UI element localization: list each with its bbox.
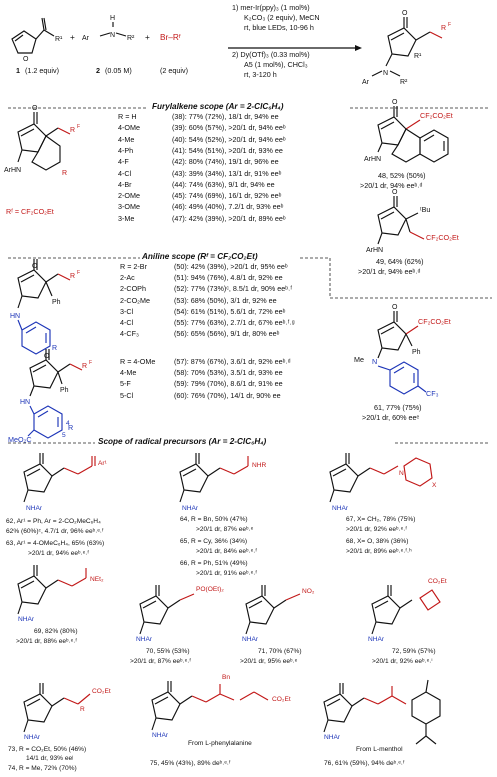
substituent-label: 4-Me [120,368,137,378]
result-text: (58): 70% (53%), 3.5/1 dr, 93% ee [174,368,283,378]
c49-line-1: 49, 64% (62%) [376,257,424,266]
reagent-2-structure [82,15,135,42]
radical-scope-header: Scope of radical precursors (Ar = 2-ClC₆H₄) [98,437,267,446]
svg-text:F: F [77,270,81,276]
svg-text:R: R [52,345,58,352]
c69-line-1: 69, 82% (80%) [34,628,78,635]
ring-position-5: 5 [62,432,66,439]
substituent-label: 4-Br [118,179,132,189]
result-text: (50): 42% (39%), >20/1 dr, 95% eeᵇ [174,262,288,271]
aniline-core-a-structure [10,259,80,354]
condition-1-line-1: 1) mer-Ir(ppy)₃ (1 mol%) [232,3,310,12]
c73-line-1: 73, R = CO₂Et, 50% (46%) [8,746,87,753]
condition-2-line-1: 2) Dy(OTf)₃ (0.33 mol%) [232,50,310,59]
svg-text:H: H [110,15,116,22]
result-text: (60): 76% (70%), 14/1 dr, 90% ee [174,390,281,400]
svg-text:HN: HN [20,399,31,406]
substituent-label: 4-Me [118,134,135,144]
svg-text:R: R [62,170,68,177]
svg-text:F: F [448,22,452,28]
c70-line-2: >20/1 dr, 87% eeᵇ˒ᵉ˒ᶠ [130,658,191,665]
c67-line-1: 67, X= CH₂, 78% (75%) [346,516,416,523]
c65-line-1: 65, R = Cy, 36% (34%) [180,538,248,545]
c48-cf2co2et: CF₂CO₂Et [420,111,453,120]
svg-text:F: F [89,360,93,366]
c62-line-1: 62, Ar¹ = Ph, Ar = 2-CO₂MeC₆H₄ [6,518,101,525]
c70-po: PO(OEt)₂ [196,586,224,593]
c73-line-2: 14/1 dr, 93% eeʲ [26,755,74,762]
svg-text:O: O [32,263,38,270]
svg-text:R: R [70,127,76,134]
c74-line-1: 74, R = Me, 72% (70%) [8,765,77,772]
result-text: (47): 42% (39%), >20/1 dr, 89% eeᵇ [172,213,286,223]
svg-text:O: O [32,105,38,112]
c75-nhar: NHAr [152,732,169,739]
svg-text:Ph: Ph [52,299,61,306]
result-text: (46): 49% (40%), 7.2/1 dr, 93% eeᵇ [172,202,284,212]
svg-text:ArHN: ArHN [366,247,384,254]
condition-2-line-3: rt, 3-120 h [244,70,277,79]
reagent-2-equiv: (0.05 M) [105,66,132,75]
reagent-1-equiv: (1.2 equiv) [25,66,59,75]
c61-line-2: >20/1 dr, 60% eeᵉ [362,413,420,422]
ester-group-label: MeO₂C [8,435,32,444]
c63-line-2: >20/1 dr, 94% eeᵇ˒ᵉ˒ᶠ [28,550,89,557]
substituent-label: 2-Ac [120,273,135,283]
c68-line-1: 68, X= O, 38% (36%) [346,538,409,545]
substituent-label: R = H [118,112,137,121]
ring-substituent-r: R [68,423,74,432]
aniline-core-b-structure [20,349,92,438]
svg-text:R: R [70,273,76,280]
svg-text:O: O [44,353,50,360]
furylalkene-scope-header: Furylalkene scope (Ar = 2-ClC₆H₄) [152,102,284,111]
c62-line-2: 62% (60%)ᶜ, 4.7/1 dr, 96% eeᵇ˒ᵉ˒ᶠ [6,528,104,535]
svg-text:O: O [392,189,398,196]
result-text: (51): 94% (76%), 4.8/1 dr, 92% ee [174,273,283,283]
product-structure [362,10,451,86]
svg-text:Ar: Ar [362,79,369,86]
svg-text:ArHN: ArHN [4,167,22,174]
svg-text:O: O [392,99,398,106]
c72-line-2: >20/1 dr, 92% eeᵇ˒ᵉ˒ⁱ [372,658,433,665]
ring-position-4: 4 [66,420,70,427]
svg-text:N: N [110,32,116,39]
c70-line-1: 70, 55% (53%) [146,648,190,655]
svg-text:O: O [23,56,29,63]
result-text: (54): 61% (51%), 5.6/1 dr, 72% eeᵇ [174,306,286,316]
substituent-label: 4-CF₃ [120,329,139,339]
reagent-3-equiv: (2 equiv) [160,66,188,75]
condition-1-line-2: K₂CO₃ (2 equiv), MeCN [244,13,320,22]
c64-nhr: NHR [252,462,267,469]
substituent-label: 2-COPh [120,284,146,294]
substituent-label: R = 4-OMe [120,357,156,366]
c76-source: From L-menthol [356,746,403,753]
c65-line-2: >20/1 dr, 84% eeᵇ˒ᵉ˒ᶠ [196,548,257,555]
substituent-label: 4-Cl [118,168,132,178]
result-text: (44): 74% (63%), 9/1 dr, 94% ee [172,179,275,189]
svg-text:O: O [392,304,398,311]
substituent-label: R = 2-Br [120,262,147,271]
svg-text:R¹: R¹ [55,36,63,43]
c72-line-1: 72, 59% (57%) [392,648,436,655]
svg-text:Ph: Ph [60,387,69,394]
compound-49-structure [366,189,424,254]
c73-nhar: NHAr [24,734,41,741]
plus-sign-2: + [145,32,150,42]
svg-text:F: F [77,124,81,130]
c49-line-2: >20/1 dr, 94% eeᵇ˒ᵈ [358,267,421,276]
svg-text:R: R [82,363,88,370]
c61-cf2co2et: CF₂CO₂Et [418,317,451,326]
c75-bn: Bn [222,674,231,681]
condition-1-line-3: rt, blue LEDs, 10-96 h [244,23,314,32]
substituent-label: 4-Ph [118,145,134,155]
c61-methyl: Me [354,355,364,364]
c71-no2: NO₂ [302,588,315,595]
reagent-2-number: 2 [96,66,100,75]
result-text: (38): 77% (72%), 18/1 dr, 94% ee [172,112,279,121]
substituent-label: 4-F [118,157,129,167]
substituent-label: 5-F [120,379,131,389]
c73-r: R [80,706,85,713]
c73-co2et: CO₂Et [92,688,111,695]
condition-2-line-2: A5 (1 mol%), CHCl₃ [244,60,308,69]
svg-text:R: R [441,25,447,32]
c66-line-1: 66, R = Ph, 51% (49%) [180,560,248,567]
c67-nhar: NHAr [332,505,349,512]
result-text: (57): 87% (67%), 3.6/1 dr, 92% eeᵇ˒ᵈ [174,357,291,366]
result-text: (53): 68% (50%), 3/1 dr, 92% ee [174,295,277,305]
result-text: (52): 77% (73%)ᶜ, 8.5/1 dr, 90% eeᵇ˒ᶠ [174,284,292,294]
result-text: (56): 65% (56%), 9/1 dr, 80% eeᵇ [174,329,280,339]
furyl-core-structure [4,105,80,180]
c66-line-2: >20/1 dr, 91% eeᵇ˒ᵉ˒ᶠ [196,570,257,577]
c48-line-2: >20/1 dr, 94% eeᵇ˒ᵈ [360,181,423,190]
c48-line-1: 48, 52% (50%) [378,171,426,180]
c76-nhar: NHAr [324,734,341,741]
substituent-label: 4-OMe [118,123,140,133]
plus-sign-1: + [70,32,75,42]
svg-text:ArHN: ArHN [364,156,382,163]
svg-text:R¹: R¹ [414,53,422,60]
result-text: (40): 54% (52%), >20/1 dr, 94% eeᵇ [172,134,286,144]
reagent-1-structure [12,18,63,63]
c64-line-1: 64, R = Bn, 50% (47%) [180,516,248,523]
svg-text:R²: R² [400,79,408,86]
reagent-1-number: 1 [16,66,20,75]
c76-line-1: 76, 61% (59%), 94% deᵇ˒ᵉ˒ᶠ [324,760,405,767]
svg-text:R²: R² [127,35,135,42]
substituent-label: 4-Cl [120,318,134,327]
substituent-label: 3-Cl [120,306,134,316]
c75-co2et: CO₂Et [272,696,291,703]
c75-line-1: 75, 45% (43%), 89% deᵇ˒ᵉ˒ᶠ [150,760,231,767]
c64-line-2: >20/1 dr, 87% eeᵇ˒ᵉ [196,526,254,533]
result-text: (45): 74% (69%), 16/1 dr, 92% eeᵇ [172,191,282,201]
c61-line-1: 61, 77% (75%) [374,403,422,412]
c72-co2et: CO₂Et [428,578,447,585]
svg-text:Ph: Ph [412,349,421,356]
c67-x: X [432,482,437,489]
c75-source: From L-phenylalanine [188,740,252,747]
c49-cf2co2et: CF₂CO₂Et [426,233,459,242]
reagent-3-label: Br–Rᶠ [160,32,181,42]
result-text: (41): 54% (51%), >20/1 dr, 93% ee [172,145,283,155]
substituent-label: 2-CO₂Me [120,295,150,305]
c72-nhar: NHAr [368,636,385,643]
c70-nhar: NHAr [136,636,153,643]
c63-line-1: 63, Ar¹ = 4-OMeC₆H₄, 65% (63%) [6,540,105,547]
c71-nhar: NHAr [242,636,259,643]
c69-nhar: NHAr [18,616,35,623]
radical-structures [18,453,440,744]
c71-line-2: >20/1 dr, 95% eeᵇ˒ᵉ [240,658,298,665]
c62-ar1: Ar¹ [98,460,107,467]
result-text: (43): 39% (34%), 13/1 dr, 91% eeᵇ [172,168,282,178]
result-text: (39): 60% (57%), >20/1 dr, 94% eeᵇ [172,123,286,133]
c71-line-1: 71, 70% (67%) [258,648,302,655]
rf-definition: Rᶠ = CF₂CO₂Et [6,207,54,216]
c68-line-2: >20/1 dr, 89% eeᵇ˒ᵉ˒ᶠ˒ʰ [346,548,412,555]
c69-line-2: >20/1 dr, 88% eeᵇ˒ᵉ˒ᶠ [16,638,77,645]
c67-n: N [399,470,404,477]
result-text: (42): 80% (74%), 19/1 dr, 96% ee [172,157,279,167]
substituent-label: 3-Me [118,213,135,223]
svg-text:Ar: Ar [82,35,89,42]
c64-nhar: NHAr [182,505,199,512]
compound-48-structure [364,99,448,163]
svg-text:N: N [383,70,389,77]
c61-cf3: CF₃ [426,389,439,398]
c62-nhar: NHAr [26,505,43,512]
aniline-scope-header: Aniline scope (Rᶠ = CF₂CO₂Et) [142,252,258,261]
c61-nitrogen: N [372,357,378,366]
svg-text:HN: HN [10,313,21,320]
result-text: (59): 79% (70%), 8.6/1 dr, 91% ee [174,379,283,389]
svg-text:O: O [402,10,408,17]
substituent-label: 5-Cl [120,390,134,400]
c69-net2: NEt₂ [90,576,104,583]
c67-line-2: >20/1 dr, 92% eeᵇ˒ᵉ˒ᶠ [346,526,407,533]
substituent-label: 2-OMe [118,191,140,201]
c49-tbu: ᵗBu [420,205,431,214]
substituent-label: 3-OMe [118,202,140,212]
result-text: (55): 77% (63%), 2.7/1 dr, 67% eeᵇ˒ᶠ˒ᵍ [174,318,295,327]
